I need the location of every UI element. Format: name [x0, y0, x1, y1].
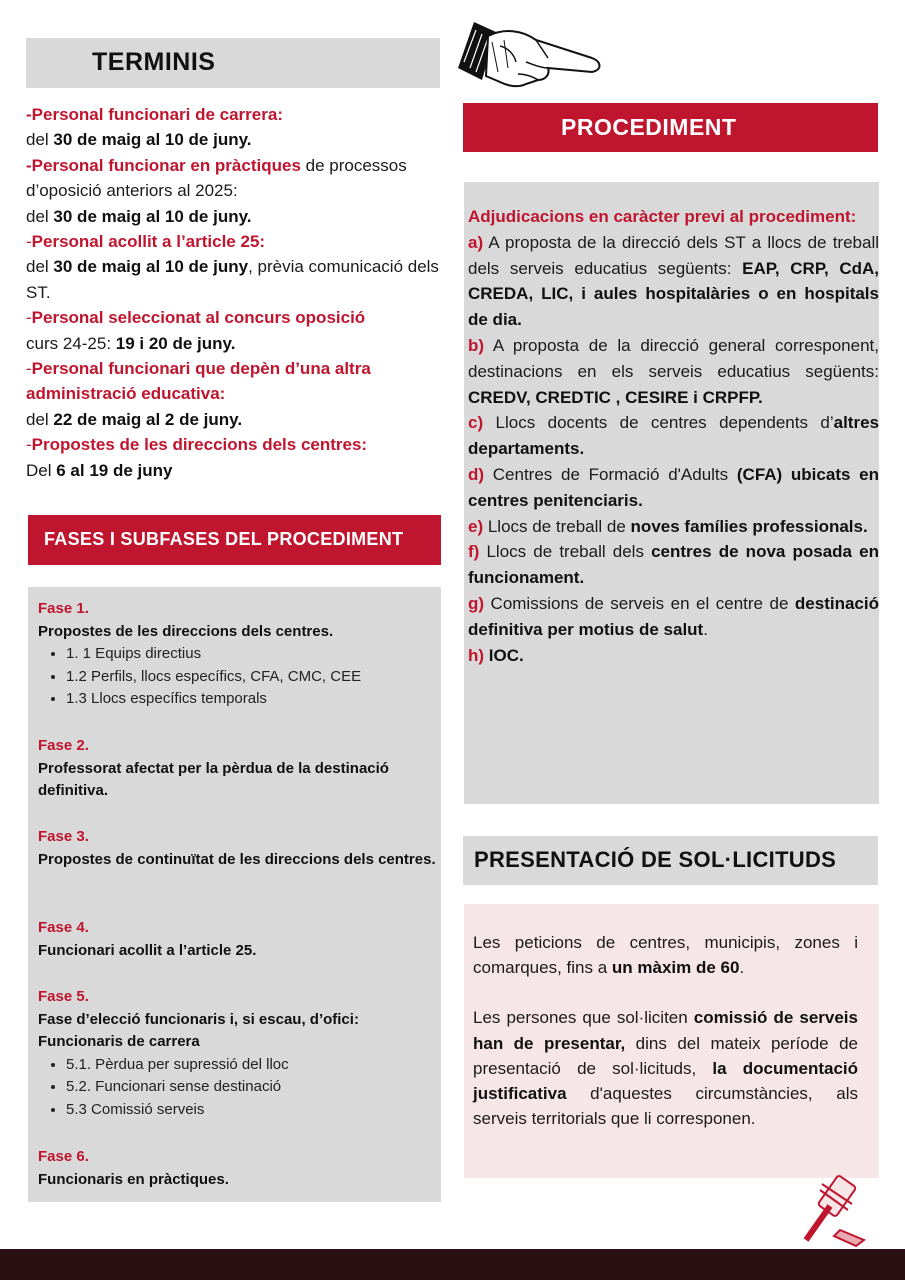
subfase-item: • 1.2 Perfils, llocs específics, CFA, CMC, CEE: [66, 666, 438, 689]
fase-4: Fase 4. Funcionari acollit a l’article 25.: [38, 919, 257, 959]
procediment-item-d: d) Centres de Formació d'Adults (CFA) ubicats en centres penitenciaris.: [468, 464, 879, 510]
termini-item: -Propostes de les direccions dels centres:: [26, 435, 368, 455]
procediment-item-g: g) Comissions de serveis en el centre de destinació definitiva per motius de salut.: [468, 593, 879, 639]
presentacio-header: [463, 836, 878, 885]
procediment-panel: [464, 182, 879, 804]
termini-item: -Personal seleccionat al concurs oposició: [26, 308, 366, 328]
fases-header: [28, 515, 441, 565]
procediment-item-c: c) Llocs docents de centres dependents d’altres departaments.: [468, 413, 879, 459]
termini-date: del 30 de maig al 10 de juny.: [26, 206, 252, 226]
procediment-item-e: e) Llocs de treball de noves famílies professionals.: [468, 516, 868, 536]
termini-item: -Personal acollit a l’article 25:: [26, 232, 266, 252]
subfase-item: • 5.2. Funcionari sense destinació: [66, 1076, 438, 1099]
procediment-item-a: a) A proposta de la direcció dels ST a llocs de treball dels serveis educatius següents: EAP, CRP, CdA, CREDA, LIC, i aules hospitalàries o en hospitals de dia.: [468, 232, 879, 330]
procediment-header: [463, 103, 878, 152]
paragraph-spacer: [473, 980, 858, 1005]
fase-6: Fase 6. Funcionaris en pràctiques.: [38, 1148, 229, 1188]
fase-1-subfases: [38, 643, 438, 711]
presentacio-text: [473, 930, 858, 1131]
terminis-list: [26, 102, 446, 483]
terminis-header: [26, 38, 440, 88]
fase-3: Fase 3. Propostes de continuïtat de les direccions dels centres.: [38, 828, 436, 868]
presentacio-title: PRESENTACIÓ DE SOL·LICITUDS: [474, 847, 837, 872]
subfase-item: • 1.3 Llocs específics temporals: [66, 688, 438, 711]
subfase-item: • 1. 1 Equips directius: [66, 643, 438, 666]
termini-item: -Personal funcionari de carrera:: [26, 105, 283, 124]
termini-date: del 30 de maig al 10 de juny.: [26, 130, 252, 150]
termini-item: -Personal funcionar en pràctiques de processos d’oposició anteriors al 2025:: [26, 155, 407, 201]
procediment-intro: Adjudicacions en caràcter previ al procediment:: [468, 207, 857, 226]
terminis-title: TERMINIS: [92, 48, 216, 76]
termini-item: -Personal funcionari que depèn d’una altra administració educativa:: [26, 359, 371, 404]
termini-date: curs 24-25: 19 i 20 de juny.: [26, 333, 236, 353]
procediment-item-h: h) IOC.: [468, 645, 524, 665]
procediment-title: PROCEDIMENT: [561, 114, 737, 140]
fase-5-subfases: [38, 1054, 438, 1122]
fases-panel: [28, 587, 441, 1202]
fase-2: Fase 2. Professorat afectat per la pèrdua de la destinació definitiva.: [38, 737, 389, 799]
termini-date: del 30 de maig al 10 de juny, prèvia comunicació dels ST.: [26, 257, 439, 302]
fases-title: FASES I SUBFASES DEL PROCEDIMENT: [44, 529, 404, 549]
pointing-hand-icon: [452, 18, 604, 90]
footer-bar: [0, 1249, 905, 1280]
fase-5: Fase 5. Fase d’elecció funcionaris i, si escau, d’ofici: Funcionaris de carrera • 5.1. Pèrdua per supressió del lloc • 5.2. Funcionari sense destinació • 5.3 Comissió serveis: [38, 986, 438, 1121]
procediment-item-f: f) Llocs de treball dels centres de nova posada en funcionament.: [468, 542, 879, 588]
procediment-item-b: b) A proposta de la direcció general corresponent, destinacions en els serveis educatius següents: CREDV, CREDTIC , CESIRE i CRPFP.: [468, 335, 879, 407]
subfase-item: • 5.1. Pèrdua per supressió del lloc: [66, 1054, 438, 1077]
termini-date: del 22 de maig al 2 de juny.: [26, 409, 243, 429]
presentacio-paragraph-1: Les peticions de centres, municipis, zones i comarques, fins a un màxim de 60.: [473, 933, 858, 978]
presentacio-panel: [464, 904, 879, 1178]
presentacio-paragraph-2: Les persones que sol·liciten comissió de serveis han de presentar, dins del mateix període de presentació de sol·licituds, la documentació justificativa d'aquestes circumstàncies, als serveis territorials que li corresponen.: [473, 1008, 858, 1129]
procediment-text: [468, 204, 879, 668]
termini-date: Del 6 al 19 de juny: [26, 460, 173, 480]
gavel-icon: [800, 1170, 870, 1250]
fase-1: Fase 1. Propostes de les direccions dels centres. • 1. 1 Equips directius • 1.2 Perfils, llocs específics, CFA, CMC, CEE • 1.3 Llocs específics temporals: [38, 598, 438, 711]
subfase-item: • 5.3 Comissió serveis: [66, 1099, 438, 1122]
